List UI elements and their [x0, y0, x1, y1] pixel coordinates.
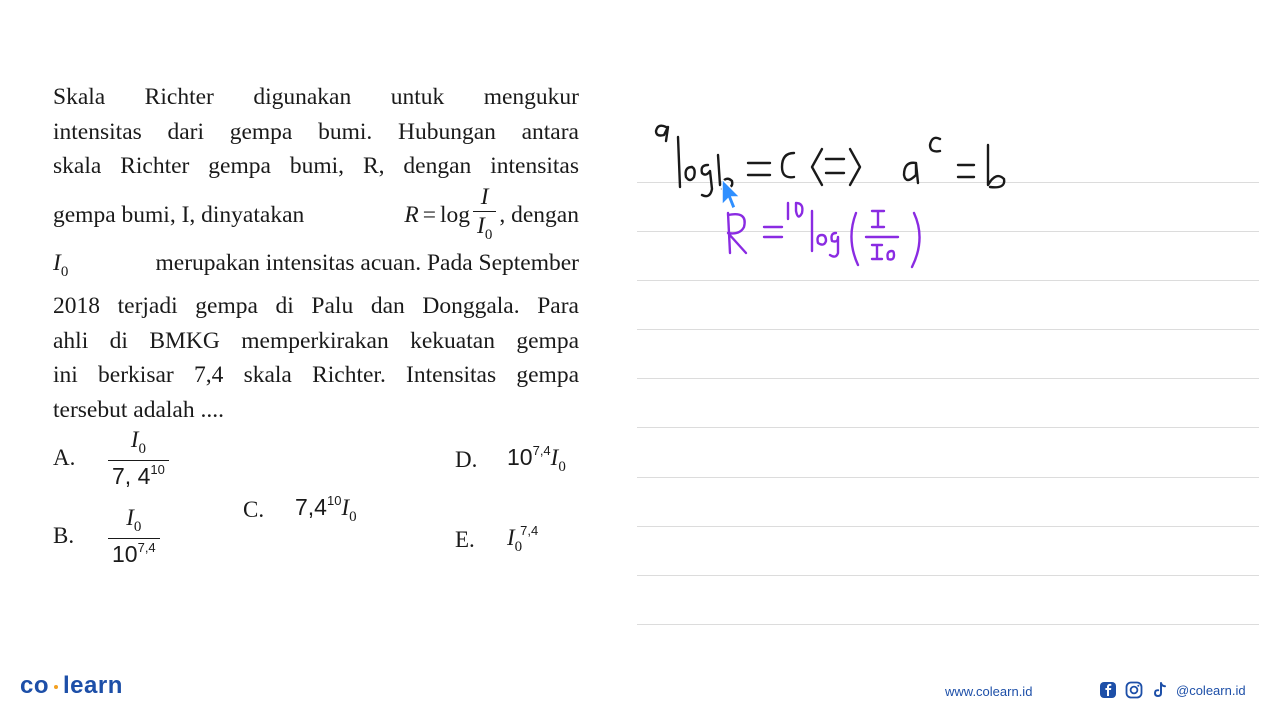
problem-line: ini berkisar 7,4 skala Richter. Intensitas gempa [53, 362, 579, 388]
value-exp: 7,4 [532, 443, 551, 458]
option-e[interactable] [455, 523, 538, 556]
problem-statement [53, 80, 579, 427]
fraction-numerator [108, 428, 169, 461]
den-var: I [477, 213, 485, 240]
value-exp: 7,4 [520, 523, 539, 538]
social-handle[interactable]: @colearn.id [1176, 682, 1246, 698]
tiktok-icon[interactable] [1150, 680, 1170, 700]
option-label: B. [53, 522, 75, 548]
num-var: I [130, 427, 139, 452]
instagram-icon[interactable] [1124, 680, 1144, 700]
fraction-numerator [108, 506, 160, 539]
option-label: C. [243, 496, 265, 522]
option-label: A. [53, 444, 76, 470]
i0-sub: 0 [60, 263, 69, 280]
value-sub: 0 [514, 539, 523, 555]
website-link[interactable]: www.colearn.id [945, 684, 1033, 699]
note-line [637, 329, 1259, 330]
den-exp: 10 [150, 461, 165, 477]
facebook-icon[interactable] [1098, 680, 1118, 700]
logo-text-right: learn [63, 672, 123, 699]
option-b[interactable] [53, 506, 163, 566]
problem-text: merupakan intensitas acuan. Pada September [155, 249, 579, 276]
note-line [637, 624, 1259, 625]
cursor-icon [722, 179, 740, 209]
num-sub: 0 [133, 519, 142, 535]
den-base: 7, 4 [112, 462, 151, 489]
problem-line: Skala Richter digunakan untuk mengukur [53, 84, 579, 110]
note-line [637, 477, 1259, 478]
logo-text-left: co [20, 672, 50, 699]
note-line [637, 378, 1259, 379]
option-value [507, 443, 566, 476]
problem-line: skala Richter gempa bumi, R, dengan intensitas [53, 153, 579, 179]
problem-text: , dengan [499, 201, 579, 228]
num-var: I [126, 505, 134, 530]
problem-line: intensitas dari gempa bumi. Hubungan antara [53, 118, 579, 145]
value-var: I [550, 445, 559, 470]
num-sub: 0 [138, 441, 146, 457]
problem-line-formula [53, 184, 579, 246]
problem-line: 2018 terjadi gempa di Palu dan Donggala. Para [53, 293, 579, 319]
option-d[interactable] [455, 443, 566, 476]
note-line [637, 427, 1259, 428]
value-var: I [507, 525, 515, 550]
option-label: E. [455, 526, 475, 552]
formula-equals: = [422, 201, 437, 228]
option-a[interactable] [53, 428, 172, 488]
fraction-denominator [473, 212, 496, 244]
handwritten-notes [600, 95, 1040, 295]
option-fraction [108, 506, 160, 566]
option-c[interactable] [243, 493, 357, 526]
value-exp: 10 [326, 493, 342, 508]
value-sub: 0 [558, 459, 566, 475]
i0-var: I [53, 249, 61, 276]
formula-log: log [440, 201, 471, 228]
logo-dot [54, 685, 58, 689]
note-line [637, 575, 1259, 576]
value-base: 10 [507, 444, 533, 470]
social-links [1098, 680, 1246, 700]
problem-line: tersebut adalah .... [53, 396, 224, 423]
fraction-denominator [108, 461, 169, 488]
den-sub: 0 [484, 227, 493, 244]
handwritten-richter-formula [728, 203, 920, 267]
den-exp: 7,4 [137, 539, 156, 555]
handwritten-log-definition [656, 126, 1004, 196]
fraction-numerator: I [473, 185, 496, 213]
value-sub: 0 [349, 509, 357, 525]
fraction-denominator [108, 539, 160, 566]
formula-r: R [404, 201, 419, 228]
option-fraction [108, 428, 169, 488]
note-line [637, 526, 1259, 527]
option-label: D. [455, 446, 478, 472]
colearn-logo [20, 672, 123, 700]
problem-text: gempa bumi, I, dinyatakan [53, 201, 305, 228]
den-base: 10 [112, 540, 138, 567]
option-value [507, 523, 538, 556]
option-value [295, 493, 357, 526]
richter-formula [404, 184, 579, 246]
problem-line [53, 246, 579, 290]
value-var: I [341, 495, 350, 520]
formula-fraction [473, 185, 496, 244]
value-base: 7,4 [295, 494, 327, 520]
problem-line: ahli di BMKG memperkirakan kekuatan gempa [53, 327, 579, 354]
